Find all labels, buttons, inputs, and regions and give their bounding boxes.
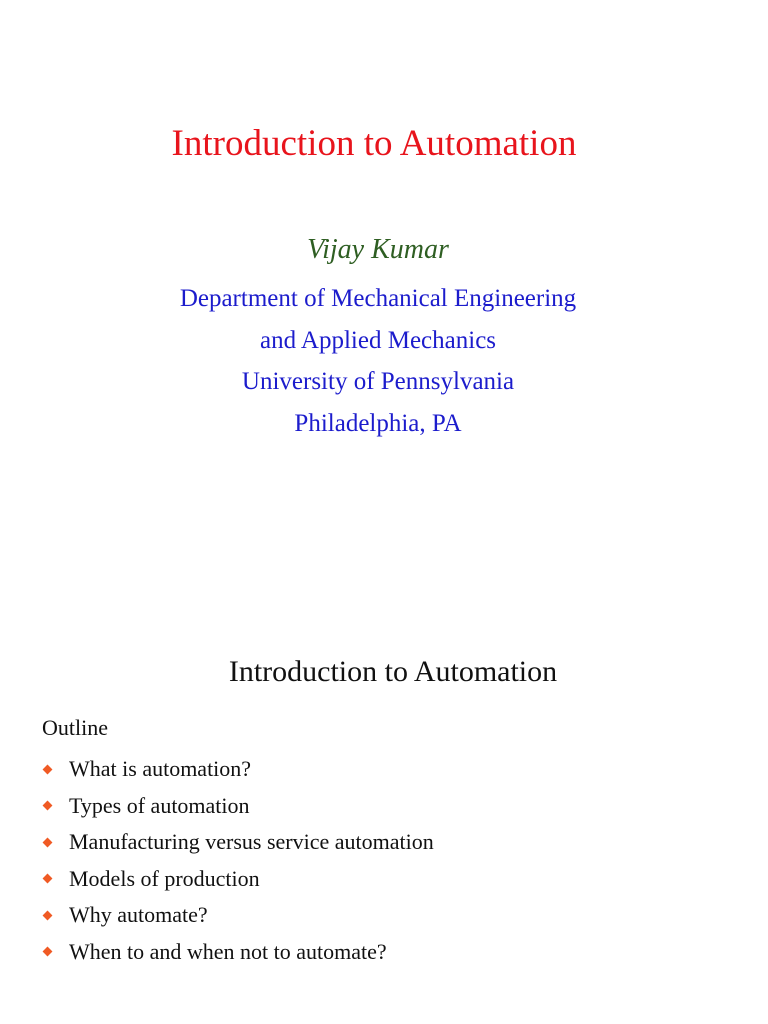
list-item-text: Why automate? [69,902,208,928]
list-item-text: Manufacturing versus service automation [69,829,434,855]
presentation-title: Introduction to Automation [171,123,577,164]
slide-title: Introduction to Automation [228,655,558,688]
list-item [42,897,434,934]
list-item-text: When to and when not to automate? [69,938,387,964]
outline-label: Outline [42,715,108,740]
list-item-text: Models of production [69,865,260,891]
affiliation-line: University of Pennsylvania [241,368,515,395]
author-name: Vijay Kumar [307,234,449,265]
list-item [42,751,434,788]
diamond-bullet-icon [43,947,53,957]
diamond-bullet-icon [43,764,53,774]
affiliation-line: Department of Mechanical Engineering [179,285,577,312]
outline-slide [0,560,768,1024]
diamond-bullet-icon [43,910,53,920]
list-item [42,934,434,971]
list-item [42,788,434,825]
diamond-bullet-icon [43,874,53,884]
affiliation-line: and Applied Mechanics [259,327,497,354]
diamond-bullet-icon [43,837,53,847]
list-item-text: Types of automation [69,792,250,818]
list-item [42,861,434,898]
list-item [42,824,434,861]
list-item-text: What is automation? [69,756,252,782]
outline-list [42,751,434,970]
diamond-bullet-icon [43,801,53,811]
affiliation-line: Philadelphia, PA [294,410,462,437]
